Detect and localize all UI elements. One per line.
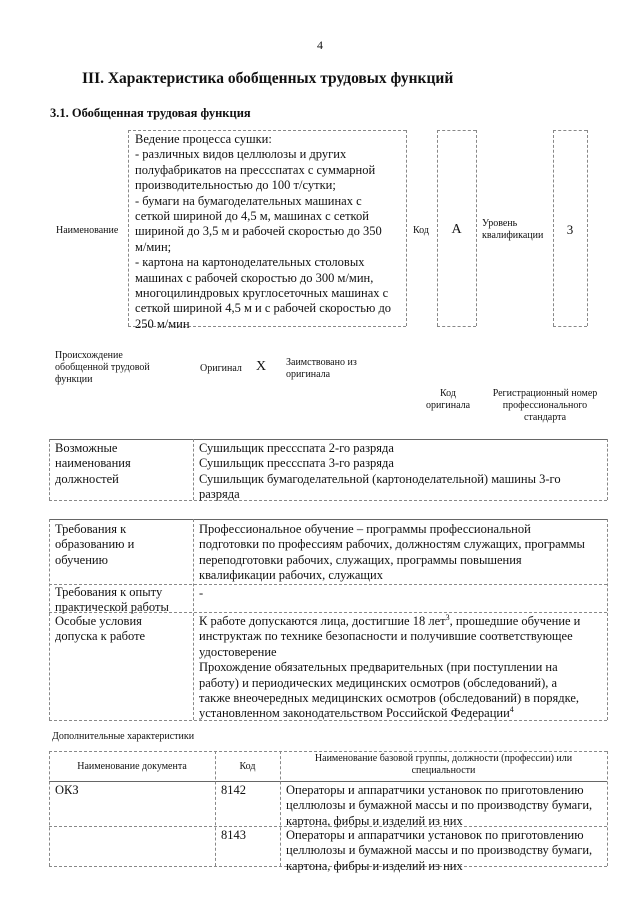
subsection-title: 3.1. Обобщенная трудовая функция [50, 106, 251, 120]
page-number: 4 [317, 38, 323, 52]
original-label: Оригинал [200, 363, 242, 374]
education-label: Требования к образованию и обучению [55, 522, 135, 567]
origin-label: Происхождение обобщенной трудовой функции [55, 350, 150, 385]
code-value: А [451, 222, 462, 237]
experience-value: - [199, 586, 204, 600]
table-row-code: 8142 [221, 783, 246, 797]
table-row-name: Операторы и аппаратчики установок по приготовлению целлюлозы и бумажной массы и по производству бумаги, картона, фибры и изделий из них [286, 828, 593, 873]
table-row-doc: ОКЗ [55, 783, 79, 797]
table-row-code: 8143 [221, 828, 246, 842]
col-code-header: Код [239, 761, 256, 772]
name-label: Наименование [56, 225, 119, 236]
code-label: Код [413, 225, 429, 236]
col-doc-header: Наименование документа [77, 761, 187, 772]
positions-values: Сушильщик прессспата 2-го разряда Сушильщик прессспата 3-го разряда Сушильщик бумагоделательной (картоноделательной) машины 3-го разряда [199, 441, 561, 502]
borrowed-label: Заимствовано из оригинала [286, 357, 357, 380]
reg-number-label: Регистрационный номер профессионального стандарта [492, 388, 598, 423]
level-label: Уровень квалификации [482, 218, 544, 241]
function-name-text: Ведение процесса сушки: - различных видов целлюлозы и других полуфабрикатов на прессспатах с суммарной производительностью до 100 т/сутки; - бумаги на бумагоделательных машинах с сеткой шириной до 4,5 м, машинах с сеткой шириной до 3,5 м и рабочей скоростью до 350 м/мин; - картона на картоноделательных столовых машинах с рабочей скоростью до 300 м/мин, многоцилиндровых круглосеточных машинах с сеткой шириной 4,5 м и с рабочей скоростью до 250 м/мин [135, 132, 392, 331]
level-value: 3 [566, 222, 574, 237]
original-mark: Х [256, 359, 267, 374]
col-name-header: Наименование базовой группы, должности (профессии) или специальности [314, 753, 573, 776]
conditions-label: Особые условия допуска к работе [55, 614, 146, 644]
table-row-name: Операторы и аппаратчики установок по приготовлению целлюлозы и бумажной массы и по производству бумаги, картона, фибры и изделий из них [286, 783, 593, 828]
conditions-value: К работе допускаются лица, достигшие 18 лет$^3$, прошедшие обучение и инструктаж по технике безопасности и получившие соответствующее удостоверение Прохождение обязательных предварительных (при поступлении на работу) и периодических медицинских осмотров (обследований), а также внеочередных медицинских осмотров (обследований) в порядке, установленном законодательством Российской Федерации$^4$ [199, 612, 581, 721]
experience-label: Требования к опыту практической работы [55, 585, 169, 615]
positions-label: Возможные наименования должностей [55, 441, 131, 486]
education-value: Профессиональное обучение – программы профессиональной подготовки по профессиям рабочих, должностям служащих, программы переподготовки рабочих, служащих, программы повышения квалификации рабочих, служащих [199, 522, 585, 583]
code-original-label: Код оригинала [425, 388, 471, 411]
additional-title: Дополнительные характеристики [52, 731, 195, 742]
section-title: III. Характеристика обобщенных трудовых функций [82, 70, 454, 87]
